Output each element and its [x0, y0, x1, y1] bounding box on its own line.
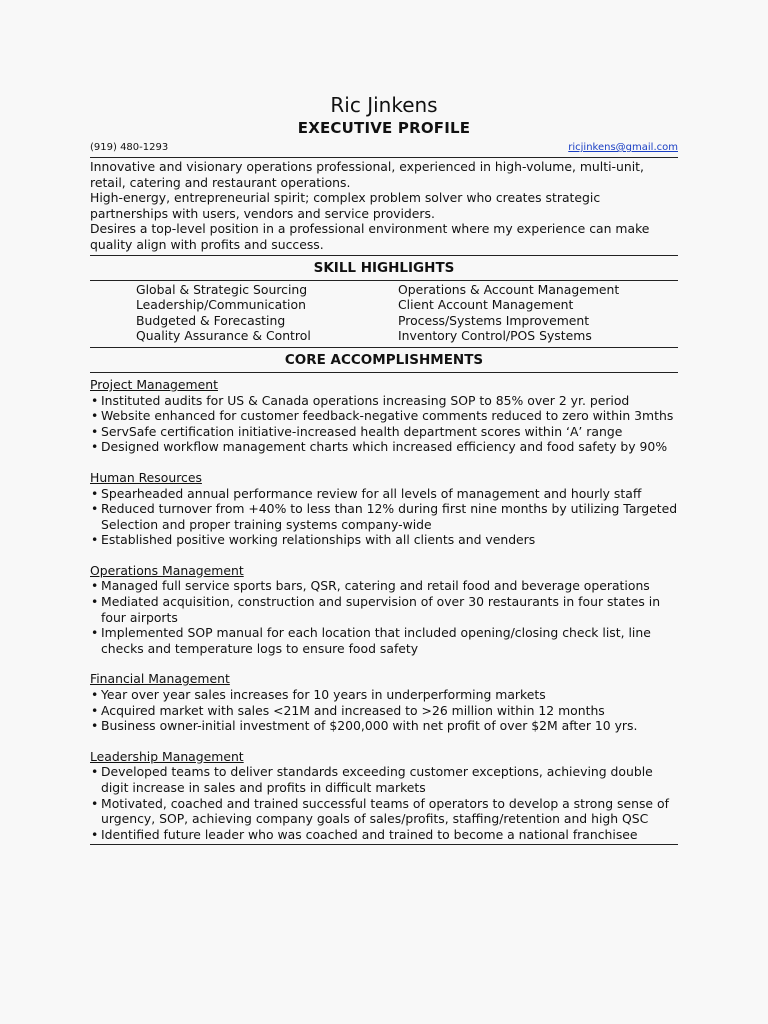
list-item: • Spearheaded annual performance review for all levels of management and hourly staff — [90, 486, 678, 502]
email-link[interactable]: ricjinkens@gmail.com — [568, 142, 678, 153]
list-item: • Year over year sales increases for 10 years in underperforming markets — [90, 687, 678, 703]
skill-item: Quality Assurance & Control — [136, 328, 311, 344]
accomplishment-group-financial-management — [90, 671, 678, 733]
group-heading: Human Resources — [90, 469, 202, 485]
list-item: • Reduced turnover from +40% to less than 12% during first nine months by utilizing Targeted Selection and proper training systems company-wide — [90, 501, 678, 532]
list-item: • Motivated, coached and trained successful teams of operators to develop a strong sense of urgency, SOP, achieving company goals of sales/profits, staffing/retention and high QSC — [90, 796, 678, 827]
accomplishment-group-leadership-management — [90, 749, 678, 843]
group-heading: Operations Management — [90, 562, 244, 578]
bullet-list — [90, 764, 678, 842]
accomplishment-group-project-management — [90, 377, 678, 455]
summary-paragraph: Innovative and visionary operations professional, experienced in high-volume, multi-unit, retail, catering and restaurant operations. — [90, 159, 644, 190]
core-accomplishments — [90, 373, 678, 845]
list-item: • Managed full service sports bars, QSR, catering and retail food and beverage operations — [90, 578, 678, 594]
skill-item: Process/Systems Improvement — [398, 312, 590, 328]
candidate-name: Ric Jinkens — [330, 93, 438, 117]
group-heading: Leadership Management — [90, 748, 244, 764]
list-item: • Established positive working relationships with all clients and venders — [90, 532, 678, 548]
bullet-list — [90, 393, 678, 455]
skills-right-column — [398, 282, 660, 344]
list-item: • Developed teams to deliver standards exceeding customer exceptions, achieving double digit increase in sales and profits in difficult markets — [90, 764, 678, 795]
list-item: • ServSafe certification initiative-increased health department scores within ‘A’ range — [90, 424, 678, 440]
list-item: • Implemented SOP manual for each location that included opening/closing check list, line checks and temperature logs to ensure food safety — [90, 625, 678, 656]
list-item: • Acquired market with sales <21M and increased to >26 million within 12 months — [90, 703, 678, 719]
accomplishment-group-operations-management — [90, 563, 678, 657]
bullet-list — [90, 578, 678, 656]
group-heading: Project Management — [90, 376, 218, 392]
core-accomplishments-heading: CORE ACCOMPLISHMENTS — [90, 348, 678, 373]
contact-line — [90, 141, 678, 158]
list-item: • Website enhanced for customer feedback-negative comments reduced to zero within 3mths — [90, 408, 678, 424]
accomplishment-group-human-resources — [90, 470, 678, 548]
list-item: • Instituted audits for US & Canada operations increasing SOP to 85% over 2 yr. period — [90, 393, 678, 409]
profile-summary — [90, 159, 678, 256]
skill-highlights — [90, 281, 678, 348]
skill-highlights-heading: SKILL HIGHLIGHTS — [90, 256, 678, 281]
group-heading: Financial Management — [90, 671, 230, 687]
skill-item: Client Account Management — [398, 297, 574, 313]
skill-item: Budgeted & Forecasting — [136, 312, 286, 328]
skill-item: Leadership/Communication — [136, 297, 306, 313]
list-item: • Business owner-initial investment of $200,000 with net profit of over $2M after 10 yrs. — [90, 718, 678, 734]
list-item: • Designed workflow management charts which increased efficiency and food safety by 90% — [90, 439, 678, 455]
list-item: • Identified future leader who was coached and trained to become a national franchisee — [90, 827, 678, 843]
bullet-list — [90, 687, 678, 734]
summary-paragraph: Desires a top-level position in a professional environment where my experience can make quality align with profits and success. — [90, 221, 650, 252]
profile-title: EXECUTIVE PROFILE — [297, 119, 471, 137]
list-item: • Mediated acquisition, construction and supervision of over 30 restaurants in four states in four airports — [90, 594, 678, 625]
summary-paragraph: High-energy, entrepreneurial spirit; complex problem solver who creates strategic partnerships with users, vendors and service providers. — [90, 190, 601, 221]
skill-item: Operations & Account Management — [398, 281, 620, 297]
skill-item: Inventory Control/POS Systems — [398, 328, 592, 344]
phone-number: (919) 480-1293 — [90, 142, 169, 153]
resume-content — [90, 92, 678, 845]
skills-left-column — [136, 282, 398, 344]
bullet-list — [90, 486, 678, 548]
skill-item: Global & Strategic Sourcing — [136, 281, 308, 297]
